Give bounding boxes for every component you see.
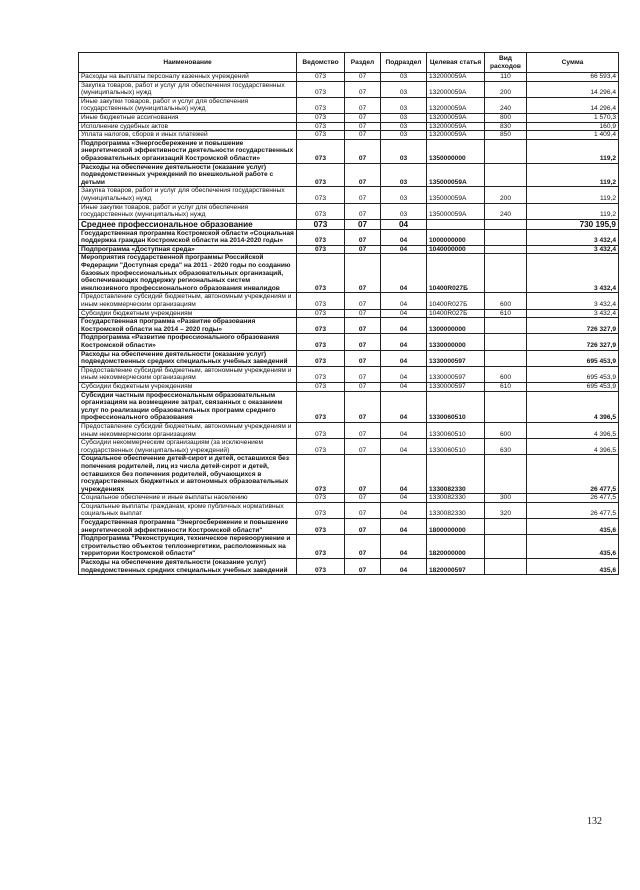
table-row xyxy=(79,519,619,535)
cell-razdel: 07 xyxy=(345,163,381,187)
cell-summa: 14 296,4 xyxy=(527,81,619,97)
table-row xyxy=(79,203,619,219)
cell-podrazdel: 03 xyxy=(381,122,427,131)
cell-podrazdel: 03 xyxy=(381,203,427,219)
header-summa: Сумма xyxy=(527,53,619,73)
table-row xyxy=(79,163,619,187)
cell-razdel: 07 xyxy=(345,350,381,366)
cell-name: Социальное обеспечение и иные выплаты населению xyxy=(79,494,297,503)
cell-celevaya-statya: 1330000597 xyxy=(427,382,485,391)
cell-summa: 4 396,5 xyxy=(527,422,619,438)
table-row xyxy=(79,559,619,575)
cell-summa: 3 432,4 xyxy=(527,293,619,309)
cell-podrazdel: 04 xyxy=(381,382,427,391)
cell-summa: 435,6 xyxy=(527,535,619,559)
cell-vedomstvo: 073 xyxy=(297,113,345,122)
cell-vedomstvo: 073 xyxy=(297,439,345,455)
cell-razdel: 07 xyxy=(345,519,381,535)
cell-summa: 26 477,5 xyxy=(527,502,619,518)
cell-vedomstvo: 073 xyxy=(297,309,345,318)
page-number: 132 xyxy=(587,816,602,827)
cell-vedomstvo: 073 xyxy=(297,131,345,140)
cell-summa: 1 570,3 xyxy=(527,113,619,122)
cell-vid-raskhodov xyxy=(485,254,527,293)
cell-razdel: 07 xyxy=(345,439,381,455)
table-row xyxy=(79,113,619,122)
cell-celevaya-statya: 10400R027Б xyxy=(427,254,485,293)
cell-vedomstvo: 073 xyxy=(297,382,345,391)
table-row xyxy=(79,422,619,438)
cell-summa: 119,2 xyxy=(527,187,619,203)
cell-summa: 4 396,5 xyxy=(527,391,619,422)
cell-summa: 435,6 xyxy=(527,519,619,535)
cell-razdel: 07 xyxy=(345,382,381,391)
cell-vedomstvo: 073 xyxy=(297,229,345,245)
cell-razdel: 07 xyxy=(345,535,381,559)
cell-summa: 730 195,9 xyxy=(527,219,619,229)
cell-vid-raskhodov: 200 xyxy=(485,187,527,203)
cell-vid-raskhodov: 600 xyxy=(485,422,527,438)
cell-celevaya-statya: 1330082330 xyxy=(427,502,485,518)
table-row xyxy=(79,318,619,334)
table-row xyxy=(79,502,619,518)
cell-vedomstvo: 073 xyxy=(297,535,345,559)
cell-podrazdel: 03 xyxy=(381,73,427,82)
cell-name: Иные закупки товаров, работ и услуг для обеспечения государственных (муниципальных) нужд xyxy=(79,203,297,219)
header-name: Наименование xyxy=(79,53,297,73)
cell-summa: 4 396,5 xyxy=(527,439,619,455)
cell-name: Среднее профессиональное образование xyxy=(79,219,297,229)
table-row xyxy=(79,535,619,559)
cell-celevaya-statya: 1330000597 xyxy=(427,350,485,366)
cell-celevaya-statya: 132000059А xyxy=(427,131,485,140)
table-row xyxy=(79,187,619,203)
cell-celevaya-statya: 1330060510 xyxy=(427,439,485,455)
cell-summa: 726 327,9 xyxy=(527,334,619,350)
cell-summa: 1 409,4 xyxy=(527,131,619,140)
cell-podrazdel: 04 xyxy=(381,219,427,229)
cell-name: Подпрограмма «Энергосбережение и повышение энергетической эффективности деятельности государственных образовательных организаций Костромской области» xyxy=(79,139,297,163)
cell-vedomstvo: 073 xyxy=(297,422,345,438)
cell-name: Предоставление субсидий бюджетным, автономным учреждениям и иным некоммерческим организациям xyxy=(79,293,297,309)
cell-vedomstvo: 073 xyxy=(297,293,345,309)
cell-razdel: 07 xyxy=(345,318,381,334)
cell-vid-raskhodov xyxy=(485,219,527,229)
cell-razdel: 07 xyxy=(345,494,381,503)
cell-razdel: 07 xyxy=(345,293,381,309)
cell-podrazdel: 04 xyxy=(381,535,427,559)
cell-razdel: 07 xyxy=(345,113,381,122)
cell-celevaya-statya: 1330060510 xyxy=(427,391,485,422)
cell-vid-raskhodov xyxy=(485,519,527,535)
cell-vid-raskhodov xyxy=(485,455,527,494)
table-row xyxy=(79,245,619,254)
cell-razdel: 07 xyxy=(345,334,381,350)
table-row xyxy=(79,139,619,163)
cell-name: Расходы на обеспечение деятельности (оказание услуг) подведомственных средних специальных учебных заведений xyxy=(79,559,297,575)
table-body xyxy=(79,73,619,575)
cell-summa: 26 477,5 xyxy=(527,494,619,503)
cell-celevaya-statya: 1350000000 xyxy=(427,139,485,163)
cell-summa: 160,9 xyxy=(527,122,619,131)
cell-podrazdel: 04 xyxy=(381,439,427,455)
cell-name: Иные бюджетные ассигнования xyxy=(79,113,297,122)
cell-podrazdel: 03 xyxy=(381,163,427,187)
cell-name: Предоставление субсидий бюджетным, автономным учреждениям и иным некоммерческим организациям xyxy=(79,422,297,438)
cell-podrazdel: 04 xyxy=(381,494,427,503)
cell-vedomstvo: 073 xyxy=(297,139,345,163)
cell-name: Расходы на обеспечение деятельности (оказание услуг) подведомственных средних специальных учебных заведений xyxy=(79,350,297,366)
cell-name: Уплата налогов, сборов и иных платежей xyxy=(79,131,297,140)
table-row xyxy=(79,219,619,229)
cell-vid-raskhodov: 600 xyxy=(485,366,527,382)
cell-podrazdel: 04 xyxy=(381,318,427,334)
cell-celevaya-statya: 1820000000 xyxy=(427,535,485,559)
cell-podrazdel: 03 xyxy=(381,187,427,203)
cell-vid-raskhodov: 800 xyxy=(485,113,527,122)
table-row xyxy=(79,366,619,382)
cell-celevaya-statya: 1330060510 xyxy=(427,422,485,438)
cell-vid-raskhodov xyxy=(485,229,527,245)
cell-name: Субсидии бюджетным учреждениям xyxy=(79,309,297,318)
cell-vid-raskhodov: 610 xyxy=(485,309,527,318)
cell-podrazdel: 04 xyxy=(381,391,427,422)
cell-vedomstvo: 073 xyxy=(297,73,345,82)
cell-name: Иные закупки товаров, работ и услуг для обеспечения государственных (муниципальных) нужд xyxy=(79,97,297,113)
cell-podrazdel: 04 xyxy=(381,559,427,575)
cell-celevaya-statya: 1820000597 xyxy=(427,559,485,575)
table-row xyxy=(79,97,619,113)
table-row xyxy=(79,131,619,140)
cell-celevaya-statya: 135000059А xyxy=(427,163,485,187)
cell-podrazdel: 04 xyxy=(381,254,427,293)
cell-name: Государственная программа "Энергосбережение и повышение энергетической эффективности Костромской области" xyxy=(79,519,297,535)
cell-summa: 119,2 xyxy=(527,203,619,219)
cell-vid-raskhodov: 320 xyxy=(485,502,527,518)
cell-celevaya-statya: 1800000000 xyxy=(427,519,485,535)
cell-razdel: 07 xyxy=(345,254,381,293)
cell-vid-raskhodov xyxy=(485,318,527,334)
cell-razdel: 07 xyxy=(345,502,381,518)
cell-celevaya-statya: 1040000000 xyxy=(427,245,485,254)
cell-celevaya-statya: 132000059А xyxy=(427,73,485,82)
cell-vedomstvo: 073 xyxy=(297,559,345,575)
cell-vedomstvo: 073 xyxy=(297,97,345,113)
cell-podrazdel: 04 xyxy=(381,519,427,535)
cell-name: Социальные выплаты гражданам, кроме публичных нормативных социальных выплат xyxy=(79,502,297,518)
budget-table xyxy=(78,52,619,575)
cell-name: Расходы на обеспечение деятельности (оказание услуг) подведомственных учреждений по внешкольной работе с детьми xyxy=(79,163,297,187)
table-row xyxy=(79,229,619,245)
cell-celevaya-statya: 1330000597 xyxy=(427,366,485,382)
cell-vid-raskhodov: 600 xyxy=(485,293,527,309)
cell-summa: 695 453,9 xyxy=(527,350,619,366)
cell-vid-raskhodov xyxy=(485,535,527,559)
cell-podrazdel: 03 xyxy=(381,131,427,140)
cell-podrazdel: 03 xyxy=(381,139,427,163)
cell-razdel: 07 xyxy=(345,245,381,254)
cell-name: Государственная программа «Развитие образования Костромской области на 2014 – 2020 годы» xyxy=(79,318,297,334)
cell-podrazdel: 04 xyxy=(381,229,427,245)
table-row xyxy=(79,293,619,309)
cell-vid-raskhodov: 240 xyxy=(485,203,527,219)
cell-celevaya-statya: 132000059А xyxy=(427,81,485,97)
table-row xyxy=(79,309,619,318)
cell-vedomstvo: 073 xyxy=(297,81,345,97)
cell-vid-raskhodov: 240 xyxy=(485,97,527,113)
header-celevaya-statya: Целевая статья xyxy=(427,53,485,73)
cell-summa: 26 477,5 xyxy=(527,455,619,494)
cell-vedomstvo: 073 xyxy=(297,455,345,494)
table-row xyxy=(79,350,619,366)
table-row xyxy=(79,122,619,131)
cell-razdel: 07 xyxy=(345,559,381,575)
cell-vedomstvo: 073 xyxy=(297,219,345,229)
cell-summa: 3 432,4 xyxy=(527,245,619,254)
cell-celevaya-statya: 10400R027Б xyxy=(427,293,485,309)
cell-podrazdel: 04 xyxy=(381,366,427,382)
cell-summa: 3 432,4 xyxy=(527,229,619,245)
cell-vedomstvo: 073 xyxy=(297,187,345,203)
cell-name: Субсидии бюджетным учреждениям xyxy=(79,382,297,391)
cell-vedomstvo: 073 xyxy=(297,366,345,382)
cell-vid-raskhodov xyxy=(485,391,527,422)
cell-name: Закупка товаров, работ и услуг для обеспечения государственных (муниципальных) нужд xyxy=(79,187,297,203)
cell-celevaya-statya: 132000059А xyxy=(427,113,485,122)
table-row xyxy=(79,439,619,455)
cell-name: Расходы на выплаты персоналу казенных учреждений xyxy=(79,73,297,82)
header-podrazdel: Подраздел xyxy=(381,53,427,73)
cell-razdel: 07 xyxy=(345,81,381,97)
table-row xyxy=(79,334,619,350)
cell-vid-raskhodov xyxy=(485,139,527,163)
cell-vid-raskhodov xyxy=(485,350,527,366)
cell-name: Субсидии некоммерческим организациям (за исключением государственных (муниципальных) учреждений) xyxy=(79,439,297,455)
cell-celevaya-statya: 1330000000 xyxy=(427,334,485,350)
cell-podrazdel: 04 xyxy=(381,245,427,254)
cell-celevaya-statya: 10400R027Б xyxy=(427,309,485,318)
cell-razdel: 07 xyxy=(345,203,381,219)
cell-celevaya-statya: 1300000000 xyxy=(427,318,485,334)
cell-vedomstvo: 073 xyxy=(297,334,345,350)
cell-vedomstvo: 073 xyxy=(297,391,345,422)
cell-razdel: 07 xyxy=(345,455,381,494)
cell-vedomstvo: 073 xyxy=(297,519,345,535)
cell-razdel: 07 xyxy=(345,391,381,422)
cell-vid-raskhodov: 630 xyxy=(485,439,527,455)
cell-razdel: 07 xyxy=(345,229,381,245)
cell-razdel: 07 xyxy=(345,73,381,82)
header-razdel: Раздел xyxy=(345,53,381,73)
cell-summa: 726 327,9 xyxy=(527,318,619,334)
cell-summa: 695 453,9 xyxy=(527,382,619,391)
cell-razdel: 07 xyxy=(345,97,381,113)
cell-summa: 119,2 xyxy=(527,163,619,187)
cell-razdel: 07 xyxy=(345,122,381,131)
cell-summa: 3 432,4 xyxy=(527,254,619,293)
cell-vedomstvo: 073 xyxy=(297,502,345,518)
cell-vid-raskhodov xyxy=(485,334,527,350)
cell-vedomstvo: 073 xyxy=(297,350,345,366)
cell-vedomstvo: 073 xyxy=(297,163,345,187)
cell-summa: 3 432,4 xyxy=(527,309,619,318)
cell-vedomstvo: 073 xyxy=(297,494,345,503)
cell-celevaya-statya: 135000059А xyxy=(427,187,485,203)
cell-name: Подпрограмма «Развитие профессионального образования Костромской области» xyxy=(79,334,297,350)
cell-summa: 695 453,9 xyxy=(527,366,619,382)
cell-vid-raskhodov: 110 xyxy=(485,73,527,82)
cell-vid-raskhodov: 300 xyxy=(485,494,527,503)
cell-celevaya-statya: 1330082330 xyxy=(427,494,485,503)
cell-name: Закупка товаров, работ и услуг для обеспечения государственных (муниципальных) нужд xyxy=(79,81,297,97)
cell-podrazdel: 04 xyxy=(381,422,427,438)
cell-podrazdel: 04 xyxy=(381,350,427,366)
cell-name: Подпрограмма "Реконструкция, техническое перевооружение и строительство объектов теплоэнергетики, расположенных на территории Костромской области" xyxy=(79,535,297,559)
cell-name: Социальное обеспечение детей-сирот и детей, оставшихся без попечения родителей, лиц из числа детей-сирот и детей, оставшихся без попечения родителей, обучающихся в государственных бюджетных и автономных образовательных учреждениях xyxy=(79,455,297,494)
cell-razdel: 07 xyxy=(345,422,381,438)
cell-podrazdel: 03 xyxy=(381,97,427,113)
cell-name: Предоставление субсидий бюджетным, автономным учреждениям и иным некоммерческим организациям xyxy=(79,366,297,382)
cell-podrazdel: 04 xyxy=(381,293,427,309)
cell-vedomstvo: 073 xyxy=(297,203,345,219)
cell-podrazdel: 03 xyxy=(381,81,427,97)
header-vid-raskhodov: Вид расходов xyxy=(485,53,527,73)
cell-name: Исполнение судебных актов xyxy=(79,122,297,131)
cell-vid-raskhodov xyxy=(485,163,527,187)
cell-name: Подпрограмма «Доступная среда» xyxy=(79,245,297,254)
cell-vedomstvo: 073 xyxy=(297,122,345,131)
cell-podrazdel: 03 xyxy=(381,113,427,122)
cell-razdel: 07 xyxy=(345,366,381,382)
cell-celevaya-statya xyxy=(427,219,485,229)
cell-summa: 14 296,4 xyxy=(527,97,619,113)
table-row xyxy=(79,391,619,422)
cell-celevaya-statya: 1330082330 xyxy=(427,455,485,494)
cell-vid-raskhodov: 830 xyxy=(485,122,527,131)
cell-vid-raskhodov: 850 xyxy=(485,131,527,140)
table-row xyxy=(79,455,619,494)
cell-vid-raskhodov xyxy=(485,245,527,254)
cell-name: Мероприятия государственной программы Российской Федерации "Доступная среда" на 2011 - 2020 годы по созданию базовых профессиональных образовательных организаций, обеспечивающих поддержку региональных систем инклюзивного профессионального образования инвалидов xyxy=(79,254,297,293)
cell-vid-raskhodov: 610 xyxy=(485,382,527,391)
cell-name: Субсидии частным профессиональным образовательным организациям на возмещение затрат, связанных с оказанием услуг по реализации образовательных программ среднего профессионального образования xyxy=(79,391,297,422)
cell-vedomstvo: 073 xyxy=(297,245,345,254)
cell-vedomstvo: 073 xyxy=(297,254,345,293)
cell-celevaya-statya: 132000059А xyxy=(427,122,485,131)
cell-name: Государственная программа Костромской области «Социальная поддержка граждан Костромской области на 2014-2020 годы» xyxy=(79,229,297,245)
cell-summa: 435,6 xyxy=(527,559,619,575)
cell-summa: 66 593,4 xyxy=(527,73,619,82)
cell-celevaya-statya: 1000000000 xyxy=(427,229,485,245)
cell-vid-raskhodov xyxy=(485,559,527,575)
table-header-row xyxy=(79,53,619,73)
table-row xyxy=(79,382,619,391)
table-row xyxy=(79,254,619,293)
cell-vid-raskhodov: 200 xyxy=(485,81,527,97)
cell-razdel: 07 xyxy=(345,309,381,318)
cell-razdel: 07 xyxy=(345,131,381,140)
cell-podrazdel: 04 xyxy=(381,502,427,518)
cell-podrazdel: 04 xyxy=(381,309,427,318)
cell-razdel: 07 xyxy=(345,219,381,229)
cell-podrazdel: 04 xyxy=(381,455,427,494)
cell-razdel: 07 xyxy=(345,187,381,203)
header-vedomstvo: Ведомство xyxy=(297,53,345,73)
cell-summa: 119,2 xyxy=(527,139,619,163)
cell-celevaya-statya: 135000059А xyxy=(427,203,485,219)
table-row xyxy=(79,73,619,82)
table-row xyxy=(79,494,619,503)
cell-vedomstvo: 073 xyxy=(297,318,345,334)
cell-razdel: 07 xyxy=(345,139,381,163)
cell-celevaya-statya: 132000059А xyxy=(427,97,485,113)
cell-podrazdel: 04 xyxy=(381,334,427,350)
table-row xyxy=(79,81,619,97)
